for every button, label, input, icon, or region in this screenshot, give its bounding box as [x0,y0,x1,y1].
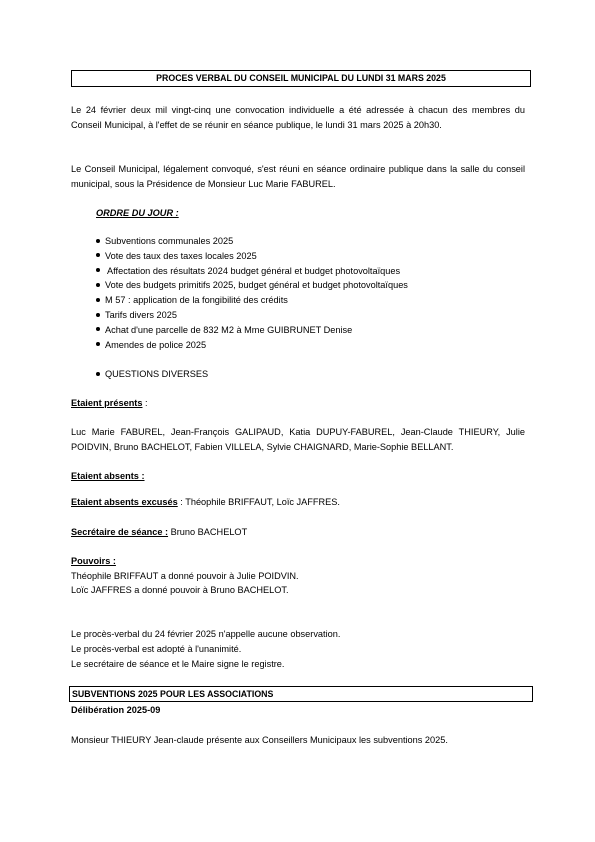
presents-names: Luc Marie FABUREL, Jean-François GALIPAUD, Katia DUPUY-FABUREL, Jean-Claude THIEURY, Julie POIDVIN, Bruno BACHELOT, Fabien VILLELA, Sylvie CHAIGNARD, Marie-Sophie BELLANT. [71,427,525,452]
agenda-list [96,234,408,382]
pouvoir-line: Loïc JAFFRES a donné pouvoir à Bruno BACHELOT. [71,585,289,595]
agenda-item: Achat d'une parcelle de 832 M2 à Mme GUIBRUNET Denise [96,323,408,338]
bullet-icon [96,268,100,272]
agenda-item: M 57 : application de la fongibilité des crédits [96,293,408,308]
section-heading: SUBVENTIONS 2025 POUR LES ASSOCIATIONS [69,686,533,702]
intro-paragraph: Le 24 février deux mil vingt-cinq une convocation individuelle a été adressée à chacun des membres du Conseil Municipal, à l'effet de se réunir en séance publique, le lundi 31 mars 2025 à 20h30. [71,105,525,130]
pouvoirs-heading: Pouvoirs : [71,556,116,566]
closing-line: Le procès-verbal est adopté à l'unanimité. [71,644,242,654]
presents-heading: Etaient présents : [71,398,148,408]
agenda-item: Vote des taux des taxes locales 2025 [96,249,408,264]
closing-line: Le procès-verbal du 24 février 2025 n'appelle aucune observation. [71,629,341,639]
bullet-icon [96,372,100,376]
bullet-icon [96,253,100,257]
agenda-item: Subventions communales 2025 [96,234,408,249]
bullet-icon [96,342,100,346]
excused-line: Etaient absents excusés : Théophile BRIFFAUT, Loïc JAFFRES. [71,497,340,507]
agenda-item: Tarifs divers 2025 [96,308,408,323]
secretary-line: Secrétaire de séance : Bruno BACHELOT [71,527,248,537]
closing-line: Le secrétaire de séance et le Maire signe le registre. [71,659,285,669]
bullet-icon [96,313,100,317]
deliberation-number: Délibération 2025-09 [71,705,161,715]
agenda-heading: ORDRE DU JOUR : [96,208,179,218]
agenda-item: Vote des budgets primitifs 2025, budget général et budget photovoltaïques [96,278,408,293]
section-text: Monsieur THIEURY Jean-claude présente aux Conseillers Municipaux les subventions 2025. [71,735,448,745]
pouvoir-line: Théophile BRIFFAUT a donné pouvoir à Julie POIDVIN. [71,571,299,581]
agenda-item: Affectation des résultats 2024 budget général et budget photovoltaïques [96,264,408,279]
bullet-icon [96,283,100,287]
bullet-icon [96,239,100,243]
council-paragraph: Le Conseil Municipal, légalement convoqué, s'est réuni en séance ordinaire publique dans la salle du conseil municipal, sous la Présidence de Monsieur Luc Marie FABUREL. [71,164,525,189]
document-title: PROCES VERBAL DU CONSEIL MUNICIPAL DU LUNDI 31 MARS 2025 [71,70,531,87]
bullet-icon [96,298,100,302]
agenda-item-questions: QUESTIONS DIVERSES [96,367,408,382]
agenda-item: Amendes de police 2025 [96,338,408,353]
bullet-icon [96,327,100,331]
absents-heading: Etaient absents : [71,471,145,481]
